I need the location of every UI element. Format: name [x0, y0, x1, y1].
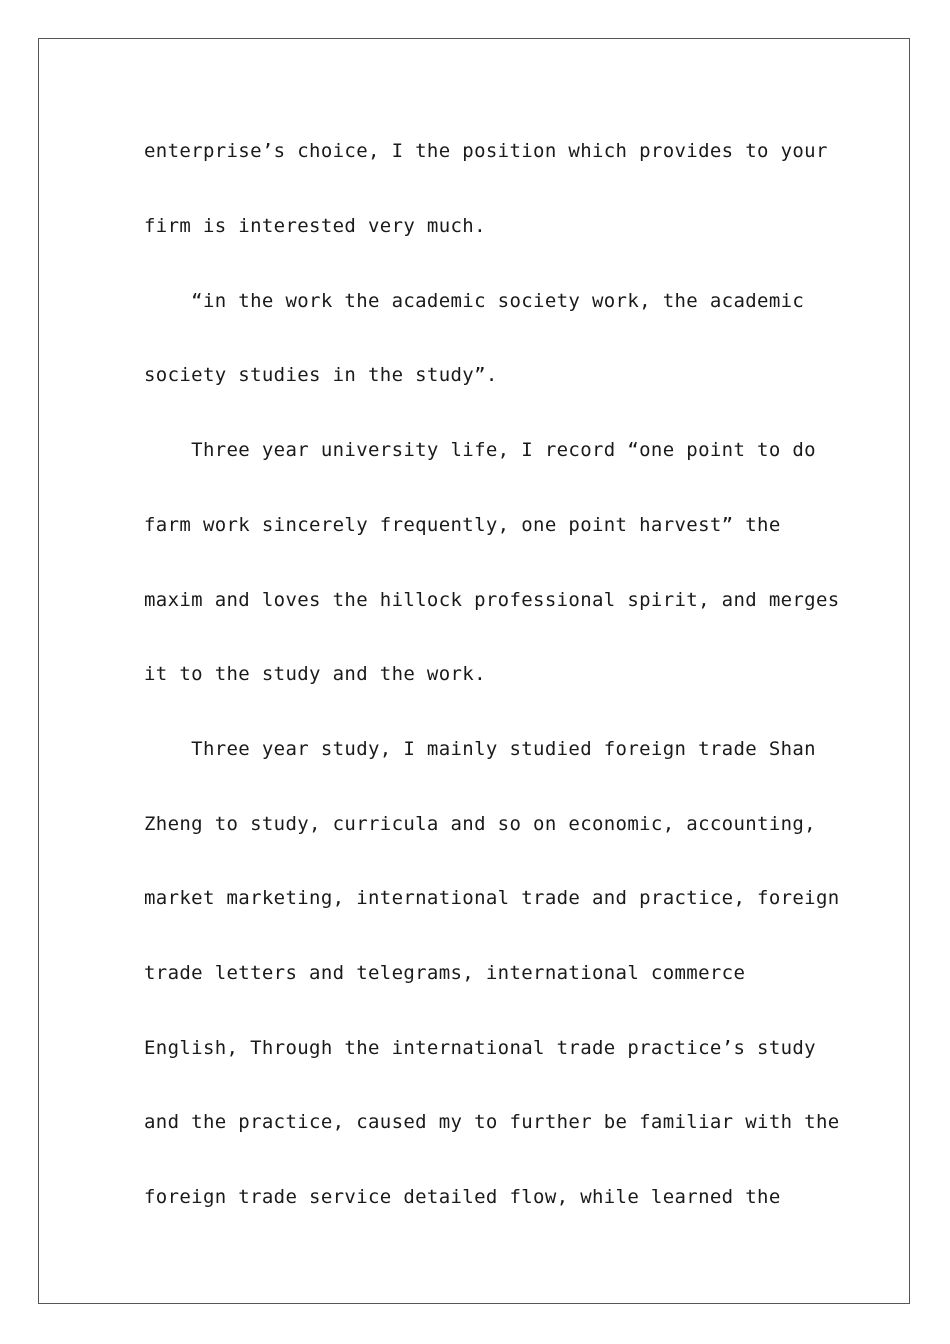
text-line: it to the study and the work.: [144, 663, 486, 685]
text-line: foreign trade service detailed flow, while learned the: [144, 1186, 781, 1208]
text-line: English, Through the international trade practice’s study: [144, 1037, 816, 1059]
text-line: and the practice, caused my to further be familiar with the: [144, 1111, 840, 1133]
text-line: society studies in the study”.: [144, 364, 498, 386]
text-line: trade letters and telegrams, international commerce: [144, 962, 746, 984]
text-line: maxim and loves the hillock professional spirit, and merges: [144, 589, 840, 611]
text-line: farm work sincerely frequently, one point harvest” the: [144, 514, 781, 536]
text-line: Three year university life, I record “one point to do: [144, 439, 816, 461]
text-line: “in the work the academic society work, the academic: [144, 290, 805, 312]
text-line: enterprise’s choice, I the position which provides to your: [144, 140, 828, 162]
text-line: Three year study, I mainly studied foreign trade Shan: [144, 738, 816, 760]
text-line: firm is interested very much.: [144, 215, 486, 237]
text-line: Zheng to study, curricula and so on economic, accounting,: [144, 813, 816, 835]
text-line: market marketing, international trade and practice, foreign: [144, 887, 840, 909]
